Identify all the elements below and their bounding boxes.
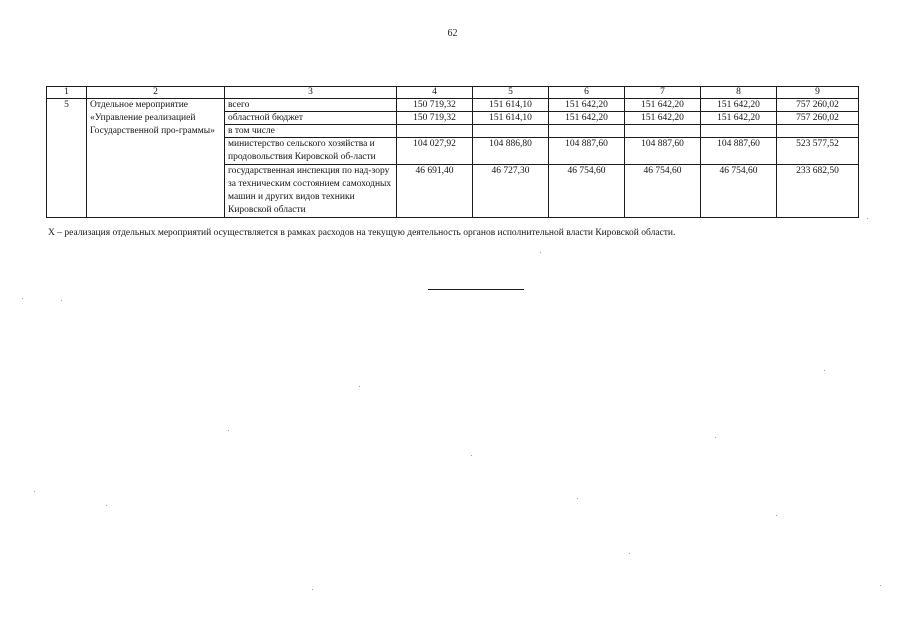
value-cell: 151 642,20 xyxy=(701,99,777,112)
value-cell: 104 886,80 xyxy=(473,138,549,165)
row-index: 5 xyxy=(47,99,87,218)
value-cell: 151 614,10 xyxy=(473,99,549,112)
column-number-5: 5 xyxy=(473,87,549,99)
table-header-row xyxy=(47,87,859,99)
scan-speck xyxy=(106,505,107,506)
scan-speck xyxy=(540,252,541,253)
scan-speck xyxy=(228,430,229,431)
value-cell: 757 260,02 xyxy=(777,112,859,125)
value-cell: 104 887,60 xyxy=(625,138,701,165)
column-number-6: 6 xyxy=(549,87,625,99)
value-cell: 151 614,10 xyxy=(473,112,549,125)
column-number-3: 3 xyxy=(225,87,397,99)
footnote: Х – реализация отдельных мероприятий осуществляется в рамках расходов на текущую деятельность органов исполнительной власти Кировской области. xyxy=(48,228,676,238)
scan-speck xyxy=(880,585,881,586)
table-row xyxy=(47,99,859,112)
value-cell: 46 754,60 xyxy=(701,165,777,218)
scan-speck xyxy=(22,298,23,299)
value-cell: 104 887,60 xyxy=(701,138,777,165)
value-cell: 151 642,20 xyxy=(549,112,625,125)
value-cell xyxy=(625,125,701,138)
scan-speck xyxy=(34,491,35,492)
value-cell xyxy=(549,125,625,138)
value-cell: 46 754,60 xyxy=(549,165,625,218)
column-number-4: 4 xyxy=(397,87,473,99)
value-cell: 757 260,02 xyxy=(777,99,859,112)
value-cell xyxy=(397,125,473,138)
value-cell: 150 719,32 xyxy=(397,112,473,125)
value-cell xyxy=(701,125,777,138)
scan-speck xyxy=(577,498,578,499)
value-cell: 104 027,92 xyxy=(397,138,473,165)
column-number-8: 8 xyxy=(701,87,777,99)
value-cell xyxy=(473,125,549,138)
scan-speck xyxy=(61,300,62,301)
value-cell: 46 754,60 xyxy=(625,165,701,218)
value-cell: 46 691,40 xyxy=(397,165,473,218)
value-cell: 150 719,32 xyxy=(397,99,473,112)
scan-speck xyxy=(359,386,360,387)
scan-speck xyxy=(629,553,630,554)
value-cell: 151 642,20 xyxy=(625,112,701,125)
value-cell: 151 642,20 xyxy=(701,112,777,125)
value-cell: 151 642,20 xyxy=(625,99,701,112)
value-cell xyxy=(777,125,859,138)
value-cell: 46 727,30 xyxy=(473,165,549,218)
column-number-7: 7 xyxy=(625,87,701,99)
sub-row-label: областной бюджет xyxy=(225,112,397,125)
scan-speck xyxy=(471,455,472,456)
column-number-9: 9 xyxy=(777,87,859,99)
value-cell: 523 577,52 xyxy=(777,138,859,165)
column-number-2: 2 xyxy=(87,87,225,99)
value-cell: 151 642,20 xyxy=(549,99,625,112)
sub-row-label: в том числе xyxy=(225,125,397,138)
scan-speck xyxy=(824,370,825,371)
budget-table xyxy=(46,86,859,218)
sub-row-label: министерство сельского хозяйства и продовольствия Кировской об-ласти xyxy=(225,138,397,165)
measure-name: Отдельное мероприятие «Управление реализацией Государственной про-граммы» xyxy=(87,99,225,218)
column-number-1: 1 xyxy=(47,87,87,99)
sub-row-label: всего xyxy=(225,99,397,112)
scan-speck xyxy=(715,437,716,438)
sub-row-label: государственная инспекция по над-зору за техническим состоянием самоходных машин и других видов техники Кировской области xyxy=(225,165,397,218)
section-divider xyxy=(428,289,524,290)
value-cell: 233 682,50 xyxy=(777,165,859,218)
scan-speck xyxy=(312,589,313,590)
scan-speck xyxy=(867,218,868,219)
scan-speck xyxy=(776,515,777,516)
value-cell: 104 887,60 xyxy=(549,138,625,165)
page-number: 62 xyxy=(447,28,458,39)
